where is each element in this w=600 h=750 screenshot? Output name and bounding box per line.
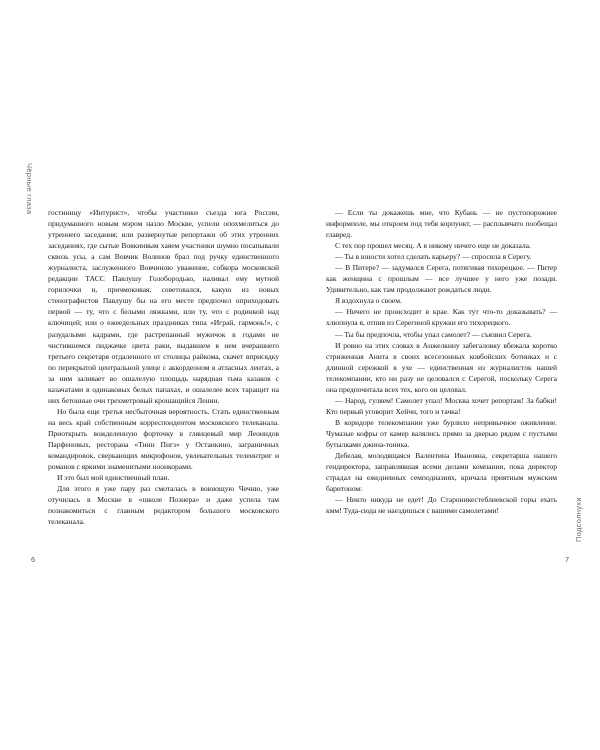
right-running-title: Подсолнухи: [574, 497, 583, 542]
right-paragraph: — Ты бы предпочла, чтобы упал самолет? — съязвил Серега.: [335, 329, 532, 339]
left-paragraph: гостиницу «Интурист», чтобы участники съезда юга России, придуманного новым мэром назло Москве, успели опохмелиться до утреннего заседания; или развернутые репортажи об этих утренних заседаниях, где сытые Вовкинвым хаяем участники шумно посапывали сквозь усы, а сам Вовчик Волинов брал под ручку единственного журналиста, заслуженного Вовчиною уважение, собкора московской редакции ТАСС Павлушу Голобородько, наливал ему мутной горилочки и, причмокивая, советовался, какую из новых стенографистов Павлушу бы на его месте предпочел оприходовать первой — ту, что с белыми ляжками, или ту, что с родинкой над ключицей; или о ежеедельных праздниках типа «Играй, гармонь!», с разудалыми кадрами, где растрепанный мужичок в годами не чистившемся пиджачке цвета раки, выдавшем в нем вчерашнего третьего секретаря отдаленного от столицы райкома, скачет вприсядку по перекрытой центральной улице с аккордеоном в атласных лентах, а за ним заливает во ошалелую площадь нарядная тьма казаков с казачатами в одинаковых белых папахах, и ошалелее всех таращит на них бетонные очи трехметровый крошащийся Ленин.: [48, 208, 279, 405]
left-page-number: 6: [31, 555, 36, 564]
right-paragraph: — Народ, гуляем! Самолет упал! Москва хочет репортаж! За бабки! Кто первый уговорит Хейчи, того и тачка!: [326, 395, 557, 416]
right-paragraph: — Ничего не происходит в крае. Как тут что-то доказывать? — хлюпнула я, отпив из Серегиной кружки его тихорецкого.: [326, 307, 557, 328]
left-paragraph: И это был мой единственный план.: [57, 473, 170, 483]
right-paragraph: Дебелая, молодящаяся Валентина Ивановна, секретарша нашего гендиректора, заправлявшая всеми делами компании, пока директор страдал на ежедневных семподиазиях, кричала приятным мужским баритоном:: [326, 451, 557, 494]
right-page-number: 7: [565, 555, 570, 564]
right-paragraph: — В Питере? — задумался Серега, потягивая тихорецкое. — Питер как женщина с прошлым — все лучшее у него уже позади. Удивительно, как там продолжают рождаться люди.: [326, 263, 557, 295]
left-paragraph: Для этого я уже пару раз смоталась в воюющую Чечню, уже отучилась в Москве в «школе Познера» и даже успела там познакомиться с главным редактором большого московского телеканала.: [48, 484, 279, 527]
right-paragraph: С тех пор прошел месяц. А я никому ничего еще не доказала.: [335, 241, 531, 251]
right-paragraph: В коридоре телекомпании уже бурлило непривычное оживление. Чумазые кофры от камер валялись прямо за дверью рядом с пустыми бутылками джина-тоника.: [326, 417, 557, 449]
left-running-title: Чёрные глаза: [25, 163, 34, 215]
left-page-text-column: [48, 207, 279, 527]
right-paragraph: Я вздохнула о своем.: [335, 296, 402, 306]
right-paragraph: — Никто никуда не едет! До Староникестеблиевской горы ехать кмм! Туда-сюда не наездишься с вашими самолетами!: [326, 495, 557, 516]
right-paragraph: И ровно на этих словах в Анжелкину забегаловку вбежала коротко стриженная Анита в своих всесезонных ковбойских ботинках и с длинной сережкой в ухе — единственная из журналисток нашей телекомпании, кто ни разу не целовался с Серегой, поскольку Серега она предпочитала всех тех, кого он целовал.: [326, 340, 557, 394]
left-paragraph: Но была еще третья несбыточная вероятность. Стать единственным на весь край собственным корреспондентом московского телеканала. Приоткрыть вожделенную форточку в глянцевый мир Леонидов Парфеновых, ресторана «Тинн Пнгз» у Останкино, заграничных командировок, сверкающих микрофонов, увлекательных телеинтриг и романов с яркими знаменитыми ноонкорами.: [48, 406, 279, 472]
right-paragraph: — Ты в юности хотел сделать карьеру? — спросила я Серегу.: [335, 252, 532, 262]
right-paragraph: — Если ты докажешь мне, что Кубань — не пустопорожнее информполе, мы откроем под тебя корпункт, — расплывчато пообещал главред.: [326, 208, 557, 240]
right-page-text-column: [326, 207, 557, 516]
